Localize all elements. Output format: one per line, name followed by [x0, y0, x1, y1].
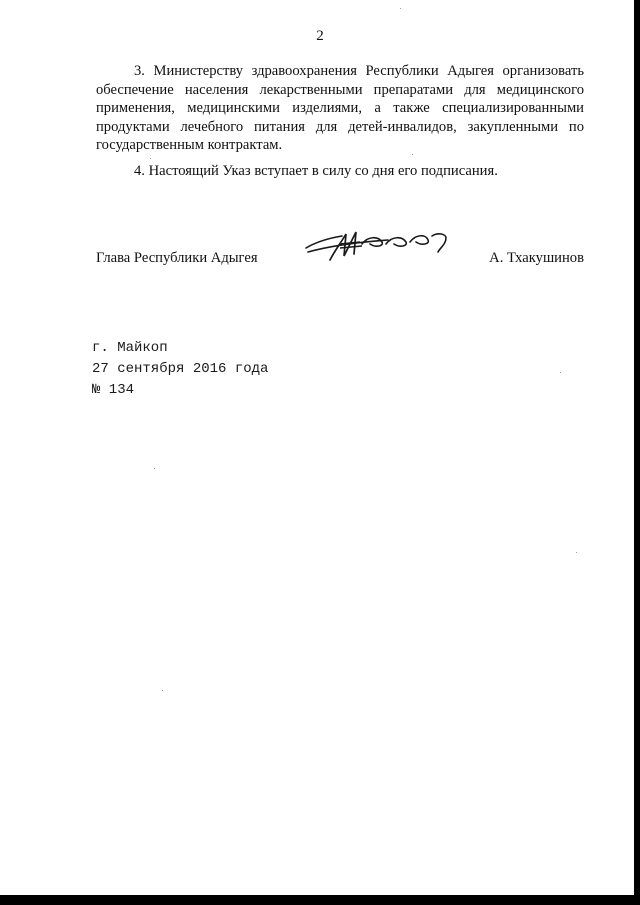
paragraph-3: 3. Министерству здравоохранения Республики Адыгея организовать обеспечение населения лекарственными препаратами для медицинского применения, медицинскими изделиями, а также специализированными продуктами лечебного питания для детей-инвалидов, закупленными по государственным контрактам.	[96, 63, 584, 153]
signatory-name: А. Тхакушинов	[489, 250, 584, 266]
scan-speck	[400, 8, 401, 9]
decree-number: № 134	[92, 382, 135, 398]
issue-city: г. Майкоп	[92, 340, 168, 356]
scan-speck	[162, 690, 163, 691]
scan-speck	[154, 468, 155, 469]
scan-edge-bottom	[0, 895, 640, 905]
scan-speck	[150, 158, 151, 159]
scan-speck	[560, 372, 561, 373]
scan-speck	[412, 154, 413, 155]
scan-edge-right	[634, 0, 640, 905]
issue-date: 27 сентября 2016 года	[92, 361, 269, 377]
scan-speck	[576, 552, 577, 553]
paragraph-4: 4. Настоящий Указ вступает в силу со дня его подписания.	[134, 163, 498, 179]
signatory-title: Глава Республики Адыгея	[96, 250, 258, 266]
page-number: 2	[316, 28, 324, 44]
handwritten-signature	[300, 222, 460, 268]
